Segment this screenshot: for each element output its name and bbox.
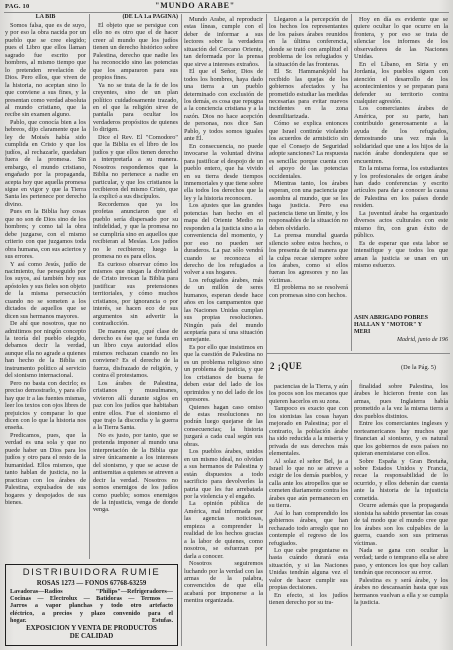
ad-business-name: DISTRIBUIDORA RUMIE bbox=[22, 567, 161, 578]
paragraph: paciencias de la Tierra, y aún los pocos son los mecanos que quieren hacerlos en su zona. bbox=[269, 383, 348, 405]
ad-contact: ROSAS 1273 — FONOS 67768-63259 bbox=[36, 580, 147, 587]
paragraph: El que el Señor, Dios de todos los hombres, haya dado una tierra a un pueblo determinado con exclusión de los demás, es cosa que repugna a la conciencia cristiana y a la razón. Dios no hace acepción de personas, nos dice San Pablo, y todos somos iguales ante Él. bbox=[184, 68, 263, 143]
ad-box bbox=[5, 564, 178, 646]
notice-lines bbox=[354, 315, 448, 337]
ad-line: eléctrico, a precios y plazo convenido para el bbox=[10, 609, 173, 617]
column-rule bbox=[181, 14, 182, 646]
paragraph: Cómo se explica entonces que Israel continúe violando los acuerdos de armisticio sin que el Consejo de Seguridad adopte sanciones? La respuesta es sencilla: porque cuenta con el apoyo de las potencias occidentales. bbox=[269, 120, 348, 180]
paragraph: Ocurre además que la propaganda sionista ha sabido presentar las cosas de tal modo que el mundo cree que los árabes son los culpables de la guerra, cuando son sus primeras víctimas. bbox=[354, 502, 448, 547]
ad-line: Jarros a vapor planchas y todo otro artefacto bbox=[10, 602, 173, 610]
paragraph: Los pueblos árabes, unidos en un mismo ideal, no olvidan a sus hermanos de Palestina y están dispuestos a todo sacrificio para devolverles la patria que les fue arrebatada por la violencia y el engaño. bbox=[184, 448, 263, 500]
paragraph: El problema no se resolverá con promesas sino con hechos. bbox=[269, 284, 348, 299]
paragraph: De ahí que nosotros, que no admitimos por ningún concepto la teoría del pueblo elegido, debamos decir la verdad, aunque ella no agrade a quienes han hecho de la Biblia un instrumento político al servicio del sionismo internacional. bbox=[5, 320, 86, 380]
paragraph: Predicamos, pues, que la verdad es una sola y que no puede haber un Dios para los judíos y otro para el resto de la humanidad. Ellos mismos, que tanto hablan de justicia, no la practican con los árabes de Palestina, expulsados de sus hogares y despojados de sus bienes. bbox=[5, 431, 86, 506]
paragraph: Mientras tanto, los árabes esperan, con una paciencia que asombra al mundo, que se les haga justicia. Pero esa paciencia tiene un límite, y los responsables de la situación no deben olvidarlo. bbox=[269, 179, 348, 232]
paragraph: Pero no basta con decirlo; es preciso demostrarlo, y para ello hay que ir a las fuentes mismas, leer los textos con ojos libres de prejuicios y comparar lo que dicen con lo que la historia nos enseña. bbox=[5, 379, 86, 432]
notice-box bbox=[354, 315, 448, 351]
notice-line: HALLAN Y "MOTOR" Y bbox=[354, 322, 423, 329]
paragraph: Somos falsa, que es de suyo, y por eso la obra nacida por un pueblo que se cree elegido; pues el Libro que ellos llaman sagrado fue escrito por hombres, al mismo tiempo que lo pretenden revelación de Dios. Pero ellos, que viven de la historia, no aceptan sino lo que conviene a sus fines, y la presentan como verdad absoluta al mundo cristiano, que la recibe sin examen alguno. bbox=[5, 22, 86, 119]
column-3-article bbox=[184, 16, 263, 646]
paragraph: Los comerciantes árabes de América, por su parte, han contribuido generosamente a la ayuda de los refugiados, demostrando una vez más la solidaridad que une a los hijos de la nación árabe dondequiera que se encuentren. bbox=[354, 105, 448, 165]
paragraph: Así lo han comprendido los gobiernos árabes, que han rechazado todo arreglo que no contemple el regreso de los refugiados. bbox=[269, 509, 348, 547]
column-1-kicker: LA BIB bbox=[35, 14, 56, 20]
paragraph: Los árabes de Palestina, cristianos y musulmanes, vivieron allí durante siglos en paz con los judíos que habitaban entre ellos. Fue el sionismo el que trajo la discordia y la guerra a la Tierra Santa. bbox=[93, 379, 178, 432]
paragraph: Y así como Jesús, judío de nacimiento, fue perseguido por los suyos, así también hoy sus apóstoles y sus fieles son objeto de la misma persecución cuando no se someten a los dictados de aquellos que se dicen sus hermanos mayores. bbox=[5, 260, 86, 320]
continuation-column-a bbox=[269, 383, 348, 645]
ad-tagline-line: DE CALIDAD bbox=[69, 633, 114, 641]
notice-dateline: Madrid, junio de 196 bbox=[397, 336, 448, 343]
notice-line: MERI bbox=[354, 329, 371, 336]
paragraph: El Sr. Hammarskjold ha recibido las quejas de los gobiernos afectados y ha prometido estudiar las medidas necesarias para evitar nuevos incidentes en la zona desmilitarizada. bbox=[269, 68, 348, 120]
continuation-title: 2 ¡QUE bbox=[270, 361, 303, 371]
paragraph: Ya no se trata de la fe de los creyentes, sino de un plan político cuidadosamente trazado, en el que la religión sirve de pantalla para ocultar los verdaderos propósitos de quienes lo dirigen. bbox=[93, 81, 178, 134]
paragraph: De manera que, ¿qué clase de derecho es ése que se funda en un libro cuya autoridad ellos mismos rechazan cuando no les conviene? Es el derecho de la fuerza, disfrazado de religión, y contra él protestamos. bbox=[93, 327, 178, 380]
column-2-article bbox=[93, 22, 178, 558]
paragraph: Es de esperar que esta labor se intensifique y que todos los que aman la justicia se unan en un mismo esfuerzo. bbox=[354, 239, 448, 269]
paragraph: Llegaron a la percepción de los hechos los representantes de los países árabes reunidos en la última conferencia, donde se trató con amplitud el problema de los refugiados y la situación de las fronteras. bbox=[269, 16, 348, 68]
header-rule bbox=[4, 12, 449, 13]
column-5-article bbox=[354, 16, 448, 312]
paragraph: Quienes hagan caso omiso de estas resoluciones no podrán luego quejarse de las consecuencias; la historia juzgará a cada cual según sus obras. bbox=[184, 403, 263, 448]
paragraph: En la misma forma, los estudiantes y los profesionales de origen árabe han dado conferencias y escrito artículos para dar a conocer la causa de Palestina en los países donde residen. bbox=[354, 165, 448, 210]
ad-tagline bbox=[10, 625, 173, 641]
paragraph: La juventud árabe ha organizado diversos actos culturales con este mismo fin, con gran éxito de público. bbox=[354, 209, 448, 240]
paragraph: Lo que cabe preguntarse es hasta cuándo durará esta situación, y si las Naciones Unidas tendrán alguna vez el valor de hacer cumplir sus propias decisiones. bbox=[269, 546, 348, 592]
paragraph: Los ajustes que las grandes potencias han hecho en el mapa del Oriente Medio no responden a la justicia sino a la conveniencia del momento, y por eso no pueden ser duraderos. La paz sólo vendrá cuando se reconozca el derecho de los refugiados a volver a sus hogares. bbox=[184, 202, 263, 277]
ad-tagline-line: EXPOSICION Y VENTA DE PRODUCTOS bbox=[26, 625, 157, 633]
paragraph: Tampoco es exacto que con los sionistas las cosas hayan mejorado en Palestina; por el contrario, la población árabe ha sido reducida a la miseria y privada de sus derechos más elementales. bbox=[269, 405, 348, 458]
paragraph: Los refugiados árabes, más de un millón de seres humanos, esperan desde hace años en los campamentos que las Naciones Unidas cumplan sus propias resoluciones. Ningún país del mundo aceptaría para sí una situación semejante. bbox=[184, 276, 263, 344]
column-4-article bbox=[269, 16, 348, 348]
paragraph: Palestina es y será árabe, y los árabes no descansarán hasta que sus hermanos vuelvan a ella y se cumpla la justicia. bbox=[354, 576, 448, 607]
paragraph: En el Líbano, en Siria y en Jordania, los pueblos siguen con atención el desarrollo de los acontecimientos y se preparan para defender su territorio contra cualquier agresión. bbox=[354, 60, 448, 105]
paragraph: En consecuencia, no puede invocarse la voluntad divina para justificar el despojo de un pueblo entero, que ha vivido en su tierra desde tiempos inmemoriales y que tiene sobre ella todos los derechos que la ley y la historia reconocen. bbox=[184, 142, 263, 202]
paragraph: Al solaz el señor Bel, ja a Israel lo que no se atreve a exigir de los demás pueblos, y calla ante los atropellos que se cometen diariamente contra los árabes que aún permanecen en su tierra. bbox=[269, 457, 348, 510]
paragraph: La opinión pública de América, mal informada por las agencias noticiosas, empieza a comprender la realidad de los hechos gracias a la labor de quienes, como nosotros, se esfuerzan por darla a conocer. bbox=[184, 500, 263, 560]
continuation-jump-line: (De la Pág. 5) bbox=[401, 364, 436, 371]
paragraph: Es curioso observar cómo los mismos que niegan la divinidad de Cristo invocan la Biblia para justificar sus pretensiones territoriales, y cómo muchos cristianos, por ignorancia o por interés, se hacen eco de sus argumentos sin advertir la contradicción. bbox=[93, 260, 178, 328]
paragraph: El objeto que se persigue con ello no es otro que el de hacer creer al mundo que los judíos tienen un derecho histórico sobre Palestina, derecho que nadie les ha reconocido sino las potencias que los ampararon para sus propios fines. bbox=[93, 22, 178, 82]
page-number: PAG. 10 bbox=[5, 3, 30, 10]
column-rule bbox=[351, 380, 352, 646]
paragraph: Entre los comerciantes ingleses y norteamericanos hay muchos que financian al sionismo, y es natural que los gobiernos de esos países no quieran enemistarse con ellos. bbox=[354, 420, 448, 458]
paragraph: En efecto, si los judíos tienen derecho por su tra- bbox=[269, 591, 348, 607]
continuation-column-b bbox=[354, 383, 448, 645]
ad-line: hogar. Estufas. bbox=[10, 616, 173, 624]
section-rule bbox=[266, 353, 450, 354]
paragraph: Mundo Arabe, al reproducir estas líneas, cumple con el deber de informar a sus lectores sobre la verdadera situación del Cercano Oriente, tan deformada por la prensa que sirve a intereses extraños. bbox=[184, 16, 263, 68]
paragraph: Es por ello que insistimos en que la cuestión de Palestina no es un problema religioso sino un problema de justicia, y que los cristianos de buena fe deben estar del lado de los oprimidos y no del lado de los opresores. bbox=[184, 343, 263, 404]
paragraph: finalidad sobre Palestina, los árabes le hicieron frente con las armas, pues Inglaterra había prometido a la vez la misma tierra a dos pueblos distintos. bbox=[354, 383, 448, 420]
ad-line: Lavadoras—Radios "Philips"—Refrigeradores— bbox=[10, 588, 173, 595]
column-rule bbox=[351, 14, 352, 351]
paragraph: No es justo, por tanto, que se pretenda imponer al mundo una interpretación de la Biblia que sirve únicamente a los intereses del sionismo, y que se acuse de antisemitas a quienes se atreven a decir la verdad. Nosotros no somos enemigos de los judíos como pueblo; somos enemigos de la injusticia, venga de donde venga. bbox=[93, 431, 178, 514]
column-rule bbox=[89, 14, 90, 559]
masthead-title: "MUNDO ARABE" bbox=[155, 1, 235, 10]
paragraph: Pues en la Biblia hay cosas que no son de Dios sino de los hombres; y como tal la obra debe juzgarse, con el mismo criterio con que juzgamos toda obra humana, con sus aciertos y sus errores. bbox=[5, 208, 86, 261]
paragraph: Pablo, que conocía bien a los hebreos, dijo claramente que la ley de Moisés había sido cumplida en Cristo y que los judíos, al rechazarle, quedaban fuera de la promesa. Sin embargo, el mundo cristiano, engañado por la propaganda, acepta hoy que aquella promesa sigue en vigor y que la Tierra Santa les pertenece por derecho divino. bbox=[5, 118, 86, 208]
column-rule bbox=[266, 14, 267, 646]
notice-line: ASIN ABRIGADO POBRES bbox=[354, 315, 429, 321]
column-2-kicker: (DE LA 1.a PAGINA) bbox=[122, 14, 178, 20]
ad-product-list bbox=[10, 588, 173, 624]
paragraph: Sobre España y Gran Bretaña, sobre Estados Unidos y Francia, recae la responsabilidad de lo ocurrido, y ellos deberán dar cuenta ante la historia de la injusticia cometida. bbox=[354, 457, 448, 502]
paragraph: La prensa mundial guarda silencio sobre estos hechos, o los presenta de tal manera que la culpa recae siempre sobre los árabes, como si ellos fueran los agresores y no las víctimas. bbox=[269, 232, 348, 284]
paragraph: Recordemos que ya los profetas anunciaron que el pueblo sería dispersado por su infidelidad, y que la promesa no se cumpliría sino en aquellos que recibieran al Mesías. Los judíos no le recibieron; luego la promesa no es para ellos. bbox=[93, 200, 178, 261]
paragraph: Dice el Rev. El "Comodoro" que la Biblia es el libro de los judíos y que ellos tienen derecho a interpretarla a su manera. Nosotros respondemos que la Biblia no pertenece a nadie en particular, y que los cristianos la recibieron del mismo Cristo, que la explicó a sus discípulos. bbox=[93, 133, 178, 201]
paragraph: Nada se gana con ocultar la verdad; tarde o temprano ella se abre paso, y entonces los que hoy callan tendrán que reconocer su error. bbox=[354, 546, 448, 577]
paragraph: Hoy en día es evidente que se quiere ocultar lo que ocurre en la frontera, y por eso se trata de silenciar los informes de los observadores de las Naciones Unidas. bbox=[354, 16, 448, 61]
paragraph: Nosotros seguiremos luchando por la verdad con las armas de la palabra, convencidos de que ella acabará por imponerse a la mentira organizada. bbox=[184, 560, 263, 605]
column-1-article bbox=[5, 22, 86, 558]
ad-line: Cocinas — Electrolux — Batidoras — Termos — bbox=[10, 595, 173, 603]
